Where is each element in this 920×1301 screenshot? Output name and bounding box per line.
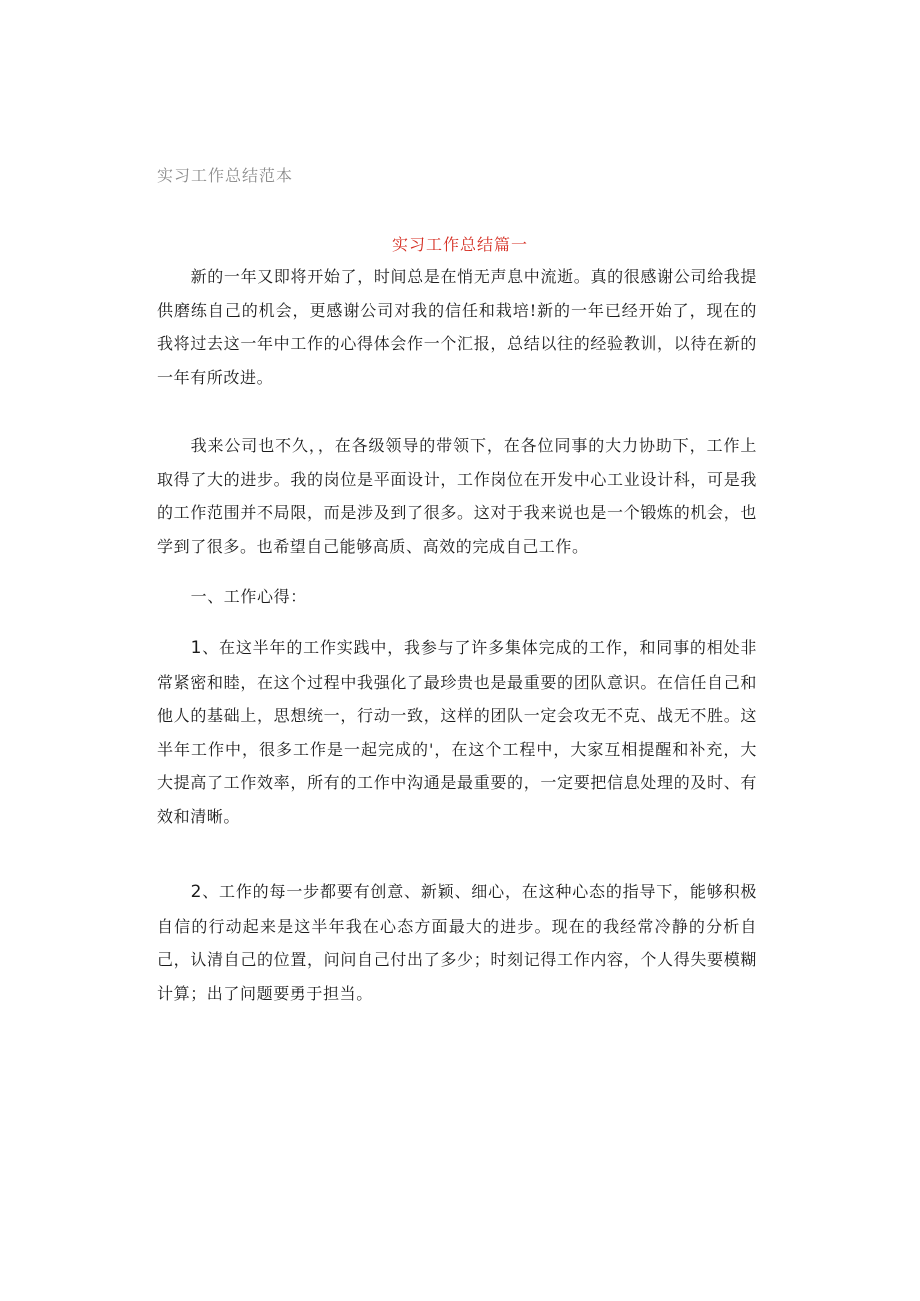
paragraph-intro xyxy=(157,260,757,394)
paragraph-heading-work-insights xyxy=(157,580,757,614)
point-1-number: 1 xyxy=(190,638,203,658)
paragraph-intro-text: 新的一年又即将开始了，时间总是在悄无声息中流逝。真的很感谢公司给我提供磨练自己的机会，更感谢公司对我的信任和栽培!新的一年已经开始了，现在的我将过去这一年中工作的心得体会作一个汇报，总结以往的经验教训，以待在新的一年有所改进。 xyxy=(157,267,757,387)
heading-work-insights-text: 一、工作心得： xyxy=(190,587,307,606)
paragraph-background-text: 我来公司也不久，，在各级领导的带领下，在各位同事的大力协助下，工作上取得了大的进步。我的岗位是平面设计，工作岗位在开发中心工业设计科，可是我的工作范围并不局限，而是涉及到了很多。这对于我来说也是一个锻炼的机会，也学到了很多。也希望自己能够高质、高效的完成自己工作。 xyxy=(157,436,757,556)
document-title: 实习工作总结范本 xyxy=(157,166,294,185)
point-1-text: 、在这半年的工作实践中，我参与了许多集体完成的工作，和同事的相处非常紧密和睦，在这个过程中我强化了最珍贵也是最重要的团队意识。在信任自己和他人的基础上，思想统一，行动一致，这样的团队一定会攻无不克、战无不胜。这半年工作中，很多工作是一起完成的'，在这个工程中，大家互相提醒和补充，大大提高了工作效率，所有的工作中沟通是最重要的，一定要把信息处理的及时、有效和清晰。 xyxy=(157,638,757,826)
paragraph-background xyxy=(157,429,757,563)
section-title: 实习工作总结篇一 xyxy=(391,235,528,254)
point-2-number: 2 xyxy=(190,882,203,902)
paragraph-point-2 xyxy=(157,875,757,1010)
paragraph-point-1 xyxy=(157,631,757,833)
point-2-text: 、工作的每一步都要有创意、新颖、细心，在这种心态的指导下，能够积极自信的行动起来是这半年我在心态方面最大的进步。现在的我经常冷静的分析自己，认清自己的位置，问问自己付出了多少；时刻记得工作内容，个人得失要模糊计算；出了问题要勇于担当。 xyxy=(157,882,757,1003)
